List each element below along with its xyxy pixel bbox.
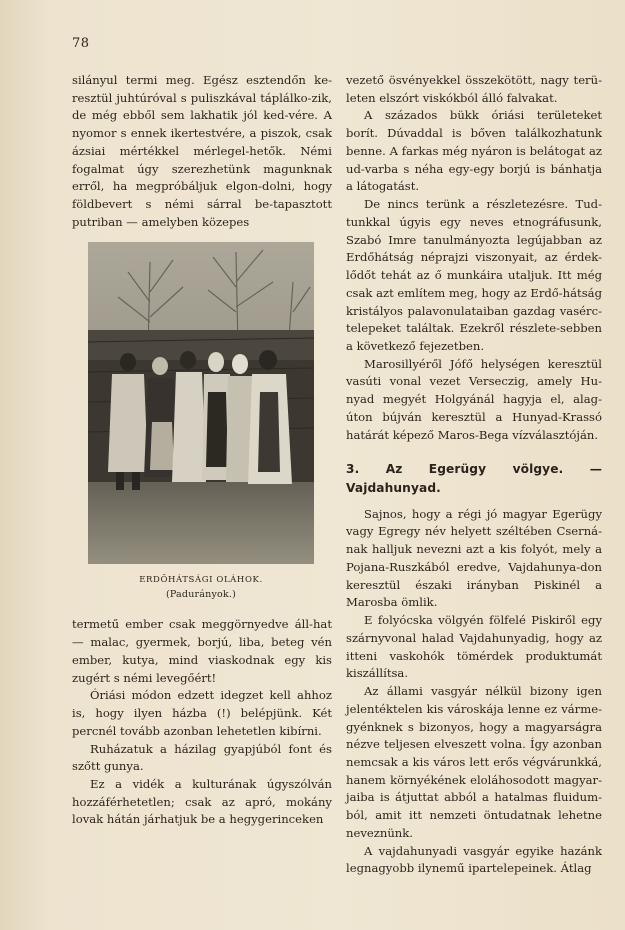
photo-illustration (88, 242, 314, 564)
paragraph: De nincs terünk a részletezésre. Tud-tunkkal úgyis egy neves etnográfusunk, Szabó Imre tanulmányozta legújabban az Erdőhátság néprajzi viszonyait, az érdek-lődőt tehát az ő munkáira utaljuk. Itt még csak azt említem meg, hogy az Erdő-hátság kristályos palavonulataiban gazdag vasérc-telepeket találtak. Ezekről részlete-sebben a következő fejezetben. (346, 197, 603, 354)
paragraph: A százados bükk óriási területeket borít. Dúvaddal is bőven találkozhatunk benne. A farkas még nyáron is belátogat az ud-varba s néha egy-egy borjú is bánhatja a látogatást. (346, 108, 602, 194)
right-column (346, 72, 602, 878)
paragraph: E folyócska völgyén fölfelé Piskiről egy szárnyvonal halad Vajdahunyadig, hogy az itteni vaskohók tömérdek produktumát kiszállítsa. (346, 613, 602, 681)
figure-caption (88, 574, 314, 603)
figure (88, 242, 314, 603)
paragraph: termetű ember csak meggörnyedve áll-hat — malac, gyermek, borjú, liba, beteg vén ember, kutya, mind viaskodnak egy kis zugért s némi levegőért! (72, 617, 332, 685)
paragraph: vezető ösvényekkel összekötött, nagy terü-leten elszórt viskókból álló falvakat. (346, 73, 602, 105)
paragraph: silányul termi meg. Egész esztendőn ke-resztül juhtúróval s puliszkával táplálko-zik, de még ebből sem lakhatik jól ked-vére. A nyomor s ennek ikertestvére, a piszok, csak ázsiai mértékkel mérlegel-hetők. Némi fogalmat úgy szerezhetünk magunknak erről, ha megpróbáljuk elgon-dolni, hogy földbevert s némi sárral be-tapasztott putriban — amelyben közepes (72, 73, 332, 229)
paragraph: Sajnos, hogy a régi jó magyar Egerügy vagy Egregy név helyett széltében Cserná-nak halljuk nevezni azt a kis folyót, mely a Pojana-Ruszkából eredve, Vajdahunya-don keresztül északi irányban Piskinél a Marosba ömlik. (346, 506, 602, 610)
left-column (72, 72, 332, 829)
caption-subtitle: (Padurányok.) (165, 589, 237, 601)
page-number: 78 (72, 36, 90, 51)
photograph-group-of-people (88, 242, 314, 564)
caption-title: ERDŐHÁTSÁGI OLÁHOK. (139, 574, 263, 585)
paragraph: Óriási módon edzett idegzet kell ahhoz is, hogy ilyen házba (!) belépjünk. Két percnél tovább azonban lehetetlen kibírni. (72, 688, 332, 738)
paragraph: A vajdahunyadi vasgyár egyike hazánk legnagyobb ilynemű ipartelepeinek. Átlag (346, 843, 602, 876)
paragraph: Ez a vidék a kulturának úgyszólván hozzáférhetetlen; csak az apró, mokány lovak hátán járhatjuk be a hegygerinceken (72, 777, 332, 827)
paragraph: Ruházatuk a házilag gyapjúból font és szőtt gunya. (72, 741, 332, 774)
section-heading: 3. Az Egerügy völgye. — Vajdahunyad. (346, 462, 602, 496)
paragraph: Marosillyéről Jófő helységen keresztül vasúti vonal vezet Verseczig, amely Hu-nyad megyét Holgyánál hagyja el, alag-úton bújván keresztül a Hunyad-Krassó határát képező Maros-Bega vízválasztóján. (346, 356, 602, 442)
paragraph: Az állami vasgyár nélkül bizony igen jelentéktelen kis városkája lenne ez várme-gyénknek s bizonyos, hogy a magyarságra nézve teljesen elveszett volna. Így azonban nemcsak a kis város lett erős végvárunkká, hanem környékének eloláhosodott magyar-jaiba is átjuttat abból a hatalmas fluidum-ból, amit itt nemzeti öntudatnak lehetne neveznünk. (346, 684, 602, 840)
